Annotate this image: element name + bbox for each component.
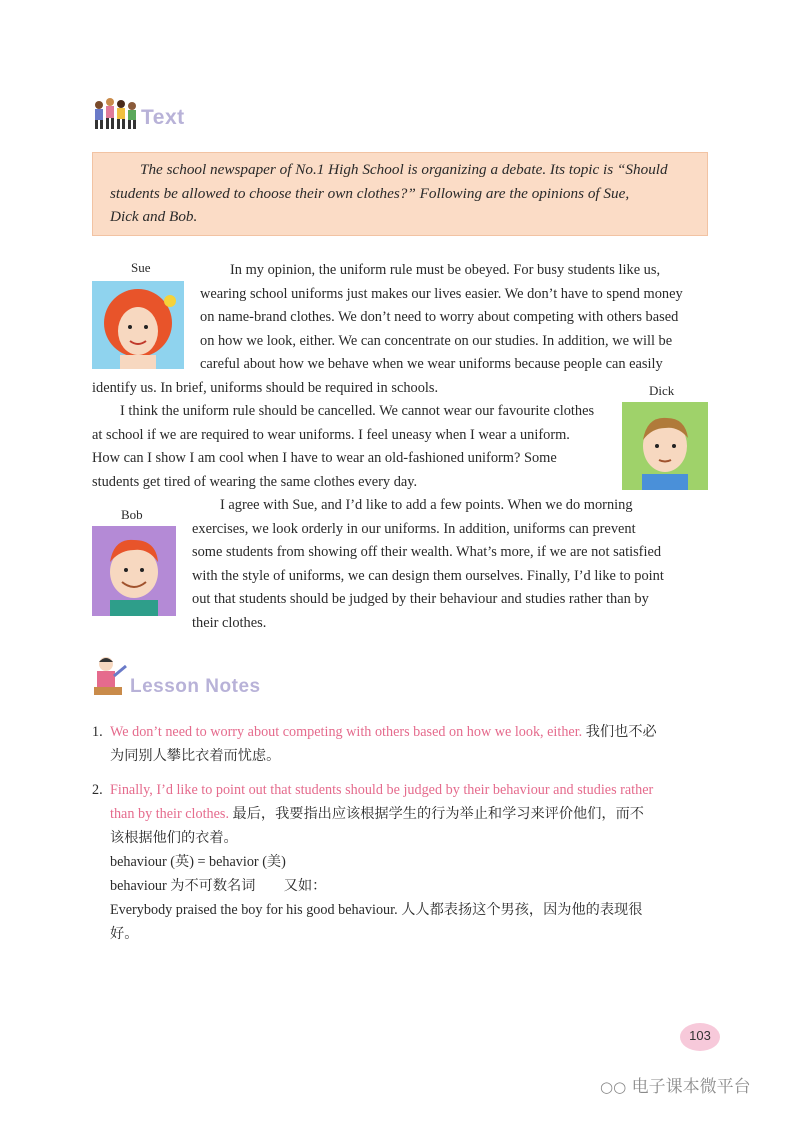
note-2-uncountable: behaviour 为不可数名词 又如：	[110, 878, 327, 894]
dick-line: at school if we are required to wear uniforms. I feel uneasy when I wear a uniform.	[92, 426, 570, 443]
bob-line: their clothes.	[192, 614, 267, 631]
note-2-example-en: Everybody praised the boy for his good behaviour.	[110, 902, 398, 918]
dick-paragraph	[92, 400, 612, 494]
intro-line: The school newspaper of No.1 High School is organizing a debate. Its topic is “Should	[140, 161, 668, 178]
note-2	[110, 778, 710, 946]
note-2-translation: 最后，我要指出应该根据学生的行为举止和学习来评价他们，而不	[232, 806, 644, 822]
note-2-quote-line2: than by their clothes.	[110, 806, 229, 822]
intro-paragraph	[110, 158, 700, 229]
sue-line: careful about how we behave when we wear uniforms because people can easily	[200, 356, 663, 372]
dick-name-label: Dick	[649, 383, 675, 398]
sue-name-label: Sue	[131, 260, 151, 275]
sue-line: wearing school uniforms just makes our lives easier. We don’t have to spend money	[200, 285, 683, 302]
note-number: 1.	[92, 724, 103, 740]
note-1	[110, 720, 710, 768]
watermark-text: 电子课本微平台	[631, 1077, 751, 1097]
intro-line: Dick and Bob.	[110, 208, 198, 225]
bob-name-label: Bob	[121, 507, 143, 522]
bob-paragraph	[192, 494, 708, 635]
sue-line: In my opinion, the uniform rule must be obeyed. For busy students like us,	[230, 262, 661, 278]
wechat-icon: ○○	[600, 1078, 627, 1096]
dick-portrait	[622, 402, 708, 490]
bob-portrait	[92, 526, 176, 616]
intro-line: students be allowed to choose their own clothes?” Following are the opinions of Sue,	[110, 184, 630, 202]
note-2-spelling: behaviour (英) = behavior (美)	[110, 854, 286, 870]
note-1-translation: 我们也不必	[585, 724, 657, 740]
bob-line: exercises, we look orderly in our uniforms. In addition, uniforms can prevent	[192, 520, 636, 537]
section-title-text: Text	[141, 106, 185, 129]
note-number: 2.	[92, 782, 103, 798]
note-1-quote: We don’t need to worry about competing with others based on how we look, either.	[110, 724, 583, 740]
sue-line: on how we look, either. We can concentrate on our studies. In addition, we will be	[200, 332, 673, 349]
note-2-example-cn-cont: 好。	[110, 926, 139, 942]
bob-line: I agree with Sue, and I’d like to add a few points. When we do morning	[220, 497, 633, 513]
bob-line: with the style of uniforms, we can design them ourselves. Finally, I’d like to point	[192, 567, 664, 584]
dick-line: students get tired of wearing the same clothes every day.	[92, 473, 418, 490]
sue-line: on name-brand clothes. We don’t need to worry about competing with others based	[200, 309, 679, 325]
note-2-quote-line1: Finally, I’d like to point out that students should be judged by their behaviour and studies rather	[110, 782, 654, 798]
note-1-translation-cont: 为同别人攀比衣着而忧虑。	[110, 748, 281, 764]
note-2-translation-cont: 该根据他们的衣着。	[110, 830, 238, 846]
dick-line: I think the uniform rule should be cancelled. We cannot wear our favourite clothes	[120, 403, 595, 419]
sue-line: identify us. In brief, uniforms should be required in schools.	[92, 379, 439, 396]
bob-line: out that students should be judged by their behaviour and studies rather than by	[192, 591, 649, 607]
note-2-example-cn: 人人都表扬这个男孩，因为他的表现很	[401, 902, 643, 918]
children-group-icon	[92, 96, 138, 130]
bob-line: some students from showing off their wealth. What’s more, if we are not satisfied	[192, 544, 662, 560]
student-writing-icon	[90, 654, 128, 696]
sue-paragraph	[92, 259, 708, 400]
dick-line: How can I show I am cool when I have to wear an old-fashioned uniform? Some	[92, 450, 557, 466]
page-number: 103	[680, 1023, 720, 1051]
watermark	[600, 1072, 751, 1097]
section-title-lesson-notes: Lesson Notes	[130, 676, 261, 697]
